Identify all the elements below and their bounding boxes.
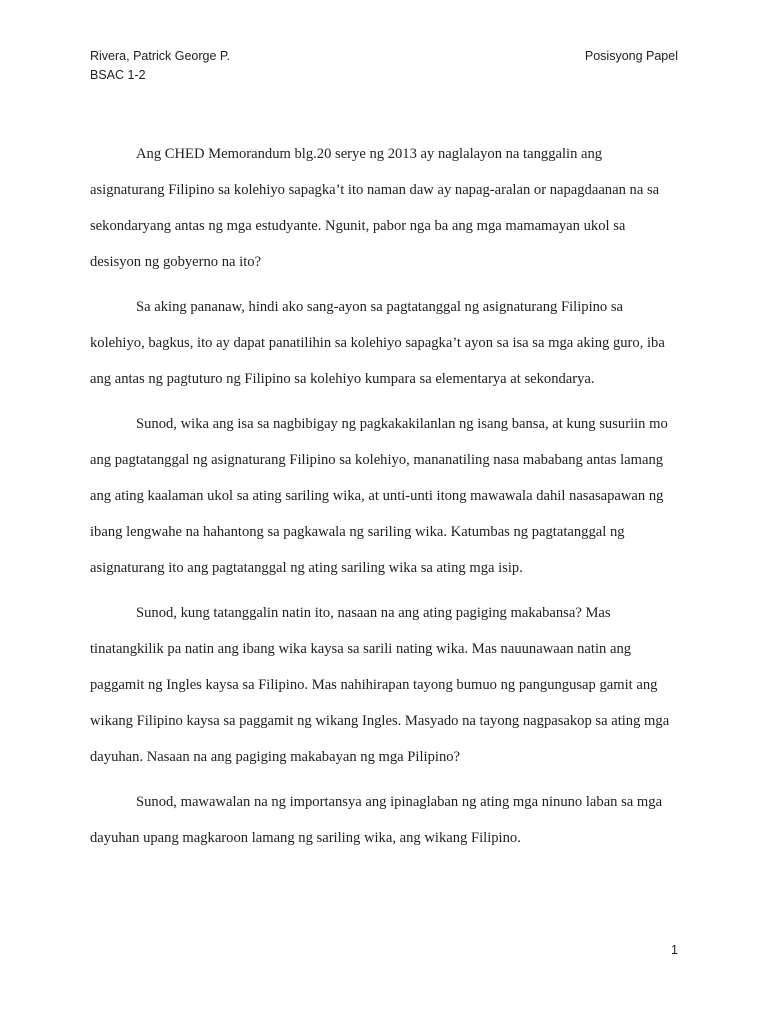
document-type: Posisyong Papel bbox=[584, 49, 678, 63]
class-section: BSAC 1-2 bbox=[90, 68, 146, 82]
header-left bbox=[90, 47, 230, 85]
author-name: Rivera, Patrick George P. bbox=[90, 49, 231, 63]
paragraph-3: Sunod, wika ang isa sa nagbibigay ng pagkakakilanlan ng isang bansa, at kung susuriin mo ang pagtatanggal ng asignaturang Filipino sa kolehiyo, mananatiling nasa mababang antas lamang ang ating kaalaman ukol sa ating sariling wika, at unti-unti itong mawawala dahil nasasapawan ng ibang lengwahe na hahantong sa pagkawala ng sariling wika. Katumbas ng pagtatanggal ng asignaturang ito ang pagtatanggal ng ating sariling wika sa ating mga isip. bbox=[90, 416, 668, 576]
document-body bbox=[90, 136, 680, 865]
paragraph-1: Ang CHED Memorandum blg.20 serye ng 2013 ay naglalayon na tanggalin ang asignaturang Filipino sa kolehiyo sapagka’t ito naman daw ay napag-aralan or napagdaanan na sa sekondaryang antas ng mga estudyante. Ngunit, pabor nga ba ang mga mamamayan ukol sa desisyon ng gobyerno na ito? bbox=[90, 146, 660, 270]
paragraph-5: Sunod, mawawalan na ng importansya ang ipinaglaban ng ating mga ninuno laban sa mga dayuhan upang magkaroon lamang ng sariling wika, ang wikang Filipino. bbox=[90, 794, 663, 846]
paragraph-4: Sunod, kung tatanggalin natin ito, nasaan na ang ating pagiging makabansa? Mas tinatangkilik pa natin ang ibang wika kaysa sa sarili nating wika. Mas nauunawaan natin ang paggamit ng Ingles kaysa sa Filipino. Mas nahihirapan tayong bumuo ng pangungusap gamit ang wikang Filipino kaysa sa paggamit ng wikang Ingles. Masyado na tayong nagpasakop sa ating mga dayuhan. Nasaan na ang pagiging makabayan ng mga Pilipino? bbox=[90, 605, 670, 765]
paragraph-2: Sa aking pananaw, hindi ako sang-ayon sa pagtatanggal ng asignaturang Filipino sa kolehiyo, bagkus, ito ay dapat panatilihin sa kolehiyo sapagka’t ayon sa isa sa mga aking guro, iba ang antas ng pagtuturo ng Filipino sa kolehiyo kumpara sa elementarya at sekondarya. bbox=[90, 299, 665, 387]
page-number: 1 bbox=[671, 943, 678, 957]
